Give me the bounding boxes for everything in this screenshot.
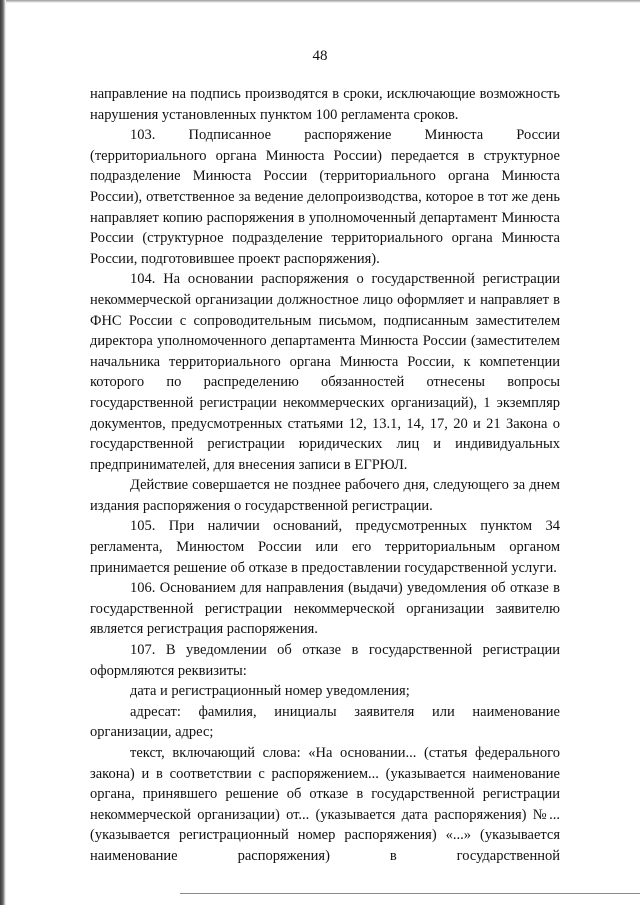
page-number: 48	[312, 48, 328, 64]
paragraph-107-item-text: текст, включающий слова: «На основании... (статья федерального закона) и в соответствии с распоряжением... (указывается наименование органа, принявшего решение об отказе в государственной регистрации некоммерческой организации) от... (указывается дата распоряжения) №... (указывается регистрационный номер распоряжения) «...» (указывается наименование распоряжения) в государственной	[90, 745, 560, 864]
paragraph-continuation: направление на подпись производятся в сроки, исключающие возможность нарушения установленных пунктом 100 регламента сроков.	[90, 86, 560, 123]
paragraph-103: 103. Подписанное распоряжение Минюста России (территориального органа Минюста России) передается в структурное подразделение Минюста России (территориального органа Минюста России), ответственное за ведение делопроизводства, которое в тот же день направляет копию распоряжения в уполномоченный департамент Минюста России (структурное подразделение территориального органа Минюста России, подготовившее проект распоряжения).	[90, 127, 560, 267]
scan-edge-bottom	[180, 893, 640, 894]
paragraph-104-deadline: Действие совершается не позднее рабочего дня, следующего за днем издания распоряжения о государственной регистрации.	[90, 477, 560, 514]
paragraph-105: 105. При наличии оснований, предусмотренных пунктом 34 регламента, Минюстом России или его территориальным органом принимается решение об отказе в предоставлении государственной услуги.	[90, 518, 560, 576]
paragraph-106: 106. Основанием для направления (выдачи) уведомления об отказе в государственной регистрации некоммерческой организации заявителю является регистрация распоряжения.	[90, 580, 560, 638]
paragraph-107: 107. В уведомлении об отказе в государственной регистрации оформляются реквизиты:	[90, 642, 560, 679]
paragraph-107-item-date: дата и регистрационный номер уведомления;	[130, 683, 410, 700]
document-body	[90, 84, 560, 867]
paragraph-107-item-addressee: адресат: фамилия, инициалы заявителя или наименование организации, адрес;	[90, 703, 560, 741]
paragraph-104: 104. На основании распоряжения о государственной регистрации некоммерческой организации должностное лицо оформляет и направляет в ФНС России с сопроводительным письмом, подписанным заместителем директора уполномоченного департамента Минюста России (заместителем начальника территориального органа Минюста России, к компетенции которого по распределению обязанностей отнесены вопросы государственной регистрации некоммерческих организаций), 1 экземпляр документов, предусмотренных статьями 12, 13.1, 14, 17, 20 и 21 Закона о государственной регистрации юридических лиц и индивидуальных предпринимателей, для внесения записи в ЕГРЮЛ.	[90, 271, 560, 473]
scan-edge-top	[0, 0, 640, 3]
scan-edge-left	[0, 0, 6, 905]
